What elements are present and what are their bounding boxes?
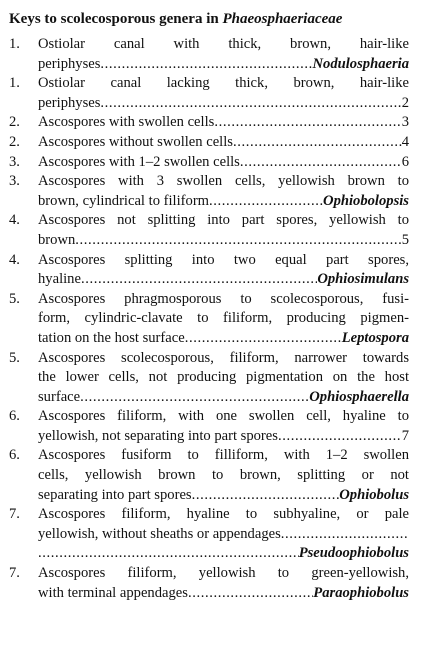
key-entry-text: yellowish, without sheaths or appendages bbox=[38, 525, 281, 542]
leader-dots bbox=[192, 486, 340, 506]
genus-name: Nodulosphaeria bbox=[312, 55, 409, 72]
key-entry-text: hyaline bbox=[38, 271, 81, 288]
leader-dots bbox=[38, 544, 299, 564]
key-entry bbox=[9, 113, 409, 133]
key-entry-text: separating into part spores bbox=[38, 486, 192, 503]
key-entry-line bbox=[38, 544, 409, 564]
key-entry-text: surface bbox=[38, 388, 81, 405]
genus-name: Ophiosimulans bbox=[317, 271, 409, 288]
key-entry-line: Ostiolar canal with thick, brown, hair-like bbox=[38, 36, 409, 52]
key-entry-line: Ascospores fusiform to filliform, with 1–2 swollen bbox=[38, 447, 409, 464]
key-entry bbox=[9, 74, 409, 113]
key-entry-line bbox=[38, 94, 409, 114]
key-entry-line: Ascospores filiform, with one swollen cell, hyaline to bbox=[38, 408, 409, 425]
couplet-reference: 5 bbox=[401, 231, 409, 248]
key-entry-line bbox=[38, 231, 409, 251]
key-entry-line: Ascospores filiform, hyaline to subhyaline, or pale bbox=[38, 506, 409, 523]
leader-dots bbox=[75, 231, 401, 251]
key-entry-number: 4. bbox=[9, 251, 20, 268]
leader-dots bbox=[209, 192, 323, 212]
key-entry bbox=[9, 153, 409, 173]
couplet-reference: 7 bbox=[401, 427, 409, 444]
key-entry-text: Ascospores without swollen cells bbox=[38, 133, 233, 150]
key-entry-line bbox=[38, 486, 409, 506]
key-entry-line: form, cylindric-clavate to filiform, producing pigmen- bbox=[38, 310, 409, 327]
key-entry-line bbox=[38, 192, 409, 212]
key-entry-line: Ascospores with 3 swollen cells, yellowish brown to bbox=[38, 173, 409, 190]
key-heading-prefix: Keys to scolecosporous genera in bbox=[9, 11, 223, 27]
key-entry-number: 1. bbox=[9, 75, 20, 92]
key-entry-line bbox=[38, 388, 409, 408]
leader-dots bbox=[188, 584, 313, 604]
leader-dots bbox=[233, 133, 402, 153]
key-entry bbox=[9, 133, 409, 153]
key-entry-line: Ascospores filiform, yellowish to green-yellowish, bbox=[38, 565, 409, 582]
key-entry-text: brown bbox=[38, 231, 76, 248]
couplet-reference: 2 bbox=[401, 94, 409, 111]
leader-dots bbox=[240, 153, 402, 173]
genus-name: Ophiobolopsis bbox=[323, 192, 409, 209]
key-entry-line: Ascospores splitting into two equal part spores, bbox=[38, 251, 409, 268]
key-entry-line: Ostiolar canal lacking thick, brown, hair-like bbox=[38, 75, 409, 92]
key-entry-line bbox=[38, 525, 409, 545]
couplet-reference: 4 bbox=[401, 133, 409, 150]
key-entry bbox=[9, 505, 409, 564]
couplet-reference: 6 bbox=[401, 153, 409, 170]
key-entry bbox=[9, 446, 409, 505]
key-entry-text: Ascospores with 1–2 swollen cells bbox=[38, 153, 240, 170]
key-entry-number: 1. bbox=[9, 36, 20, 52]
genus-name: Ophiosphaerella bbox=[309, 388, 409, 405]
key-entry bbox=[9, 290, 409, 349]
key-entry-number: 5. bbox=[9, 349, 20, 366]
key-entry-number: 3. bbox=[9, 153, 20, 170]
key-entry-number: 4. bbox=[9, 212, 20, 229]
key-entry-list bbox=[9, 35, 409, 603]
genus-name: Leptospora bbox=[341, 329, 409, 346]
key-heading-family: Phaeosphaeriaceae bbox=[222, 11, 343, 27]
key-entry-text: tation on the host surface bbox=[38, 329, 185, 346]
key-entry-line: Ascospores not splitting into part spores, yellowish to bbox=[38, 212, 409, 229]
key-entry bbox=[9, 407, 409, 446]
genus-name: Pseudoophiobolus bbox=[298, 545, 409, 562]
key-entry-line bbox=[38, 427, 409, 447]
leader-dots bbox=[281, 525, 409, 545]
key-entry bbox=[9, 564, 409, 603]
key-entry-number: 5. bbox=[9, 290, 20, 307]
leader-dots bbox=[81, 270, 317, 290]
key-entry-text: periphyses bbox=[38, 55, 101, 72]
key-entry-line bbox=[38, 584, 409, 604]
key-entry-line bbox=[38, 153, 409, 173]
key-entry-line bbox=[38, 55, 409, 75]
leader-dots bbox=[278, 427, 402, 447]
key-entry-text: Ascospores with swollen cells bbox=[38, 114, 215, 131]
key-entry-line bbox=[38, 133, 409, 153]
key-entry-text: brown, cylindrical to filiform bbox=[38, 192, 210, 209]
key-entry-line bbox=[38, 329, 409, 349]
leader-dots bbox=[80, 388, 309, 408]
leader-dots bbox=[214, 113, 401, 133]
key-entry bbox=[9, 172, 409, 211]
key-entry bbox=[9, 251, 409, 290]
key-entry-number: 2. bbox=[9, 114, 20, 131]
genus-name: Ophiobolus bbox=[339, 486, 409, 503]
key-entry bbox=[9, 35, 409, 74]
key-entry-line: Ascospores scolecosporous, filiform, narrower towards bbox=[38, 349, 409, 366]
key-entry-number: 3. bbox=[9, 173, 20, 190]
couplet-reference: 3 bbox=[401, 114, 409, 131]
key-entry-line: cells, yellowish brown to brown, splitting or not bbox=[38, 467, 409, 484]
key-entry bbox=[9, 349, 409, 408]
key-entry-line: the lower cells, not producing pigmentation on the host bbox=[38, 369, 409, 386]
key-entry-text: yellowish, not separating into part spores bbox=[38, 427, 278, 444]
key-entry-line bbox=[38, 270, 409, 290]
key-entry-text: periphyses bbox=[38, 94, 101, 111]
leader-dots bbox=[100, 94, 401, 114]
key-entry-line: Ascospores phragmosporous to scolecosporous, fusi- bbox=[38, 290, 409, 307]
key-entry-number: 6. bbox=[9, 447, 20, 464]
key-entry-number: 7. bbox=[9, 565, 20, 582]
key-entry bbox=[9, 211, 409, 250]
key-entry-number: 7. bbox=[9, 506, 20, 523]
genus-name: Paraophiobolus bbox=[313, 584, 409, 601]
key-heading bbox=[9, 9, 409, 29]
key-entry-number: 2. bbox=[9, 133, 20, 150]
leader-dots bbox=[185, 329, 342, 349]
leader-dots bbox=[100, 55, 312, 75]
key-entry-text: with terminal appendages bbox=[38, 584, 188, 601]
key-entry-line bbox=[38, 113, 409, 133]
key-entry-number: 6. bbox=[9, 408, 20, 425]
